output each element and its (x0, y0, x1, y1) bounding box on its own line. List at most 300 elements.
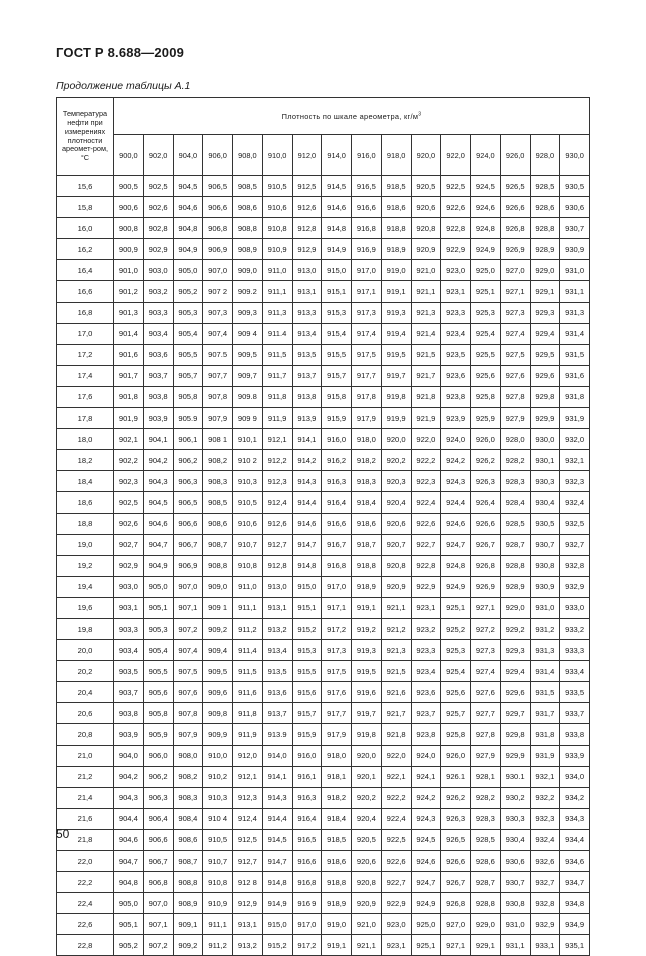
temperature-cell: 19,4 (57, 576, 114, 597)
density-cell: 924,6 (411, 851, 441, 872)
density-cell: 927,9 (471, 745, 501, 766)
density-cell: 927,1 (471, 597, 501, 618)
density-cell: 917,5 (322, 661, 352, 682)
density-cell: 904,3 (143, 471, 173, 492)
density-cell: 930,8 (530, 555, 560, 576)
density-cell: 922,9 (441, 239, 471, 260)
density-cell: 904,2 (114, 766, 144, 787)
temperature-cell: 18,0 (57, 429, 114, 450)
density-cell: 904,6 (143, 513, 173, 534)
density-cell: 913,3 (292, 302, 322, 323)
table-row (57, 302, 590, 323)
temperature-header: Температура нефти при измерениях плотности ареомет-ром, °С (57, 98, 114, 176)
density-cell: 909,0 (203, 576, 233, 597)
temperature-cell: 15,8 (57, 197, 114, 218)
density-cell: 927,0 (500, 260, 530, 281)
density-cell: 928,2 (500, 450, 530, 471)
density-cell: 927,0 (441, 914, 471, 935)
density-cell: 914,0 (262, 745, 292, 766)
density-cell: 928,8 (471, 893, 501, 914)
density-cell: 922,4 (411, 492, 441, 513)
density-cell: 916,4 (322, 492, 352, 513)
density-cell: 929,3 (500, 640, 530, 661)
density-cell: 917,0 (352, 260, 382, 281)
density-cell: 924,3 (441, 471, 471, 492)
density-cell: 902,5 (143, 176, 173, 197)
table-row (57, 914, 590, 935)
density-cell: 918,6 (352, 513, 382, 534)
density-cell: 912,1 (262, 429, 292, 450)
table-row (57, 260, 590, 281)
density-cell: 929,6 (530, 365, 560, 386)
density-cell: 919,0 (381, 260, 411, 281)
density-cell: 918,6 (381, 197, 411, 218)
density-cell: 927,3 (471, 640, 501, 661)
temperature-cell: 18,4 (57, 471, 114, 492)
density-cell: 907,0 (203, 260, 233, 281)
density-cell: 919,8 (352, 724, 382, 745)
density-cell: 931,6 (560, 365, 590, 386)
density-cell: 925,7 (441, 703, 471, 724)
temperature-cell: 16,8 (57, 302, 114, 323)
density-cell: 917,9 (322, 724, 352, 745)
density-cell: 907.5 (203, 344, 233, 365)
density-cell: 909,1 (173, 914, 203, 935)
density-cell: 908,2 (173, 766, 203, 787)
temperature-cell: 17,2 (57, 344, 114, 365)
density-cell: 921,6 (381, 682, 411, 703)
density-cell: 926,9 (471, 576, 501, 597)
density-cell: 924,9 (411, 893, 441, 914)
table-row (57, 576, 590, 597)
density-cell: 910,0 (203, 745, 233, 766)
density-cell: 921,7 (381, 703, 411, 724)
density-cell: 911,7 (262, 365, 292, 386)
density-cell: 925,4 (471, 323, 501, 344)
density-cell: 913,4 (292, 323, 322, 344)
temperature-cell: 17,4 (57, 365, 114, 386)
density-cell: 922,5 (381, 829, 411, 850)
density-cell: 921,1 (352, 935, 382, 956)
density-cell: 916,5 (352, 176, 382, 197)
density-cell: 923,9 (441, 408, 471, 429)
density-cell: 903,8 (114, 703, 144, 724)
density-cell: 904,7 (143, 534, 173, 555)
density-cell: 920,5 (411, 176, 441, 197)
density-cell: 906,3 (143, 787, 173, 808)
density-cell: 905,1 (114, 914, 144, 935)
density-cell: 934,4 (560, 829, 590, 850)
density-cell: 926,2 (471, 450, 501, 471)
density-cell: 913,2 (233, 935, 263, 956)
density-cell: 930,5 (560, 176, 590, 197)
density-cell: 910 4 (203, 808, 233, 829)
density-cell: 912,8 (262, 555, 292, 576)
density-cell: 924,5 (471, 176, 501, 197)
density-cell: 923,1 (411, 597, 441, 618)
density-cell: 905,4 (173, 323, 203, 344)
density-cell: 914,8 (292, 555, 322, 576)
table-caption: Продолжение таблицы А.1 (56, 80, 191, 92)
density-cell: 903,1 (114, 597, 144, 618)
density-cell: 917,9 (352, 408, 382, 429)
density-cell: 919,1 (352, 597, 382, 618)
density-cell: 910,6 (233, 513, 263, 534)
table-row (57, 218, 590, 239)
density-cell: 923,4 (411, 661, 441, 682)
density-cell: 923,1 (441, 281, 471, 302)
density-cell: 912,0 (233, 745, 263, 766)
density-cell: 932,0 (560, 429, 590, 450)
density-cell: 922,7 (381, 872, 411, 893)
density-cell: 904,7 (114, 851, 144, 872)
density-cell: 925,4 (441, 661, 471, 682)
density-cell: 928,5 (530, 176, 560, 197)
density-cell: 924,7 (411, 872, 441, 893)
density-cell: 914,3 (292, 471, 322, 492)
density-cell: 932,1 (560, 450, 590, 471)
density-cell: 927,8 (500, 386, 530, 407)
density-cell: 921,5 (411, 344, 441, 365)
density-cell: 910,5 (203, 829, 233, 850)
density-cell: 919,1 (381, 281, 411, 302)
density-cell: 932,6 (530, 851, 560, 872)
density-cell: 929,6 (500, 682, 530, 703)
density-cell: 920,8 (352, 872, 382, 893)
density-cell: 933,1 (530, 935, 560, 956)
density-cell: 932,3 (530, 808, 560, 829)
density-cell: 919,1 (322, 935, 352, 956)
density-cell: 903,2 (143, 281, 173, 302)
density-cell: 919,6 (352, 682, 382, 703)
density-column-header: 918,0 (381, 135, 411, 176)
density-cell: 908,8 (203, 555, 233, 576)
temperature-cell: 22,2 (57, 872, 114, 893)
density-cell: 912,7 (262, 534, 292, 555)
density-cell: 913,6 (262, 682, 292, 703)
density-cell: 903,9 (143, 408, 173, 429)
density-cell: 908,7 (173, 851, 203, 872)
density-cell: 923,8 (441, 386, 471, 407)
density-cell: 911,0 (262, 260, 292, 281)
density-cell: 913,5 (292, 344, 322, 365)
density-cell: 918,6 (322, 851, 352, 872)
density-cell: 905,2 (173, 281, 203, 302)
density-cell: 901,3 (114, 302, 144, 323)
density-cell: 929,0 (530, 260, 560, 281)
density-cell: 932,2 (530, 787, 560, 808)
density-cell: 908,3 (203, 471, 233, 492)
density-cell: 915,2 (292, 618, 322, 639)
table-row (57, 281, 590, 302)
density-cell: 930,6 (560, 197, 590, 218)
density-cell: 904,6 (114, 829, 144, 850)
density-cell: 906,3 (173, 471, 203, 492)
density-cell: 930,4 (500, 829, 530, 850)
density-cell: 901,9 (114, 408, 144, 429)
density-cell: 917,3 (352, 302, 382, 323)
temperature-cell: 18,6 (57, 492, 114, 513)
density-cell: 920,9 (352, 893, 382, 914)
density-table (56, 97, 590, 956)
density-cell: 929,7 (500, 703, 530, 724)
density-cell: 915,6 (292, 682, 322, 703)
density-cell: 927,7 (471, 703, 501, 724)
density-cell: 920,6 (381, 513, 411, 534)
density-cell: 927,9 (500, 408, 530, 429)
document-header: ГОСТ Р 8.688—2009 (56, 45, 185, 60)
density-column-header: 922,0 (441, 135, 471, 176)
density-cell: 905,6 (143, 682, 173, 703)
density-cell: 924,6 (441, 513, 471, 534)
density-cell: 926,0 (471, 429, 501, 450)
density-cell: 902,3 (114, 471, 144, 492)
density-cell: 923,5 (441, 344, 471, 365)
density-cell: 915,0 (262, 914, 292, 935)
density-cell: 909,4 (203, 640, 233, 661)
density-cell: 907,8 (173, 703, 203, 724)
density-cell: 914,3 (262, 787, 292, 808)
temperature-cell: 21,4 (57, 787, 114, 808)
page-number: 50 (56, 827, 70, 841)
density-cell: 922,2 (411, 450, 441, 471)
density-cell: 927,1 (441, 935, 471, 956)
density-cell: 920,9 (411, 239, 441, 260)
density-cell: 901,0 (114, 260, 144, 281)
density-cell: 926,4 (471, 492, 501, 513)
density-cell: 903,4 (114, 640, 144, 661)
density-cell: 913,7 (262, 703, 292, 724)
table-row (57, 808, 590, 829)
density-cell: 909 1 (203, 597, 233, 618)
density-cell: 923,6 (411, 682, 441, 703)
density-cell: 926,6 (500, 197, 530, 218)
density-cell: 922,8 (411, 555, 441, 576)
density-cell: 909,0 (233, 260, 263, 281)
density-cell: 933,3 (560, 640, 590, 661)
density-cell: 918,0 (322, 745, 352, 766)
density-cell: 914,8 (262, 872, 292, 893)
density-cell: 906,2 (143, 766, 173, 787)
density-cell: 924,4 (441, 492, 471, 513)
density-cell: 917,2 (322, 618, 352, 639)
density-cell: 931,5 (530, 682, 560, 703)
temperature-cell: 21,8 (57, 829, 114, 850)
temperature-cell: 22,6 (57, 914, 114, 935)
density-cell: 905,1 (143, 597, 173, 618)
density-cell: 908,4 (173, 808, 203, 829)
table-row (57, 661, 590, 682)
density-cell: 922,9 (411, 576, 441, 597)
density-cell: 913,7 (292, 365, 322, 386)
density-cell: 915,2 (262, 935, 292, 956)
density-cell: 920,0 (352, 745, 382, 766)
density-cell: 924,5 (411, 829, 441, 850)
density-cell: 925,0 (471, 260, 501, 281)
density-cell: 921,4 (411, 323, 441, 344)
density-cell: 904,9 (143, 555, 173, 576)
table-row (57, 766, 590, 787)
density-cell: 900,9 (114, 239, 144, 260)
density-cell: 906,0 (143, 745, 173, 766)
density-cell: 928,7 (500, 534, 530, 555)
density-cell: 921,9 (411, 408, 441, 429)
density-cell: 925,3 (471, 302, 501, 323)
density-cell: 917,7 (322, 703, 352, 724)
density-cell: 934,0 (560, 766, 590, 787)
density-cell: 904,3 (114, 787, 144, 808)
density-cell: 933,4 (560, 661, 590, 682)
density-cell: 922,8 (441, 218, 471, 239)
density-cell: 906,5 (173, 492, 203, 513)
density-cell: 906,8 (143, 872, 173, 893)
density-cell: 928,2 (471, 787, 501, 808)
density-cell: 929,8 (500, 724, 530, 745)
density-cell: 911,5 (233, 661, 263, 682)
density-cell: 908,6 (203, 513, 233, 534)
density-cell: 920,7 (381, 534, 411, 555)
temperature-cell: 17,0 (57, 323, 114, 344)
density-cell: 931,4 (560, 323, 590, 344)
temperature-cell: 16,0 (57, 218, 114, 239)
density-cell: 930,3 (530, 471, 560, 492)
density-cell: 920,8 (411, 218, 441, 239)
density-cell: 905,3 (143, 618, 173, 639)
density-cell: 928,0 (500, 429, 530, 450)
density-cell: 923,3 (441, 302, 471, 323)
density-cell: 902,9 (143, 239, 173, 260)
density-cell: 916,4 (292, 808, 322, 829)
density-cell: 916,6 (292, 851, 322, 872)
density-cell: 907,7 (203, 365, 233, 386)
density-cell: 914,5 (262, 829, 292, 850)
density-cell: 908,6 (233, 197, 263, 218)
density-cell: 913,1 (233, 914, 263, 935)
density-cell: 933,7 (560, 703, 590, 724)
density-cell: 915,0 (292, 576, 322, 597)
density-cell: 920,4 (381, 492, 411, 513)
density-cell: 910,7 (233, 534, 263, 555)
density-cell: 918,4 (322, 808, 352, 829)
density-cell: 909,2 (203, 618, 233, 639)
density-cell: 908,2 (203, 450, 233, 471)
density-cell: 918,9 (381, 239, 411, 260)
density-cell: 932,1 (530, 766, 560, 787)
density-cell: 931,9 (560, 408, 590, 429)
density-cell: 920,6 (411, 197, 441, 218)
density-cell: 928,1 (471, 766, 501, 787)
density-cell: 918,8 (322, 872, 352, 893)
density-cell: 905,5 (173, 344, 203, 365)
density-cell: 922,1 (381, 766, 411, 787)
density-cell: 903,5 (114, 661, 144, 682)
density-cell: 905,3 (173, 302, 203, 323)
table-row (57, 724, 590, 745)
density-cell: 918,5 (322, 829, 352, 850)
density-cell: 906,8 (203, 218, 233, 239)
density-cell: 908,8 (233, 218, 263, 239)
density-cell: 929,8 (530, 386, 560, 407)
density-cell: 929,5 (530, 344, 560, 365)
density-cell: 904,2 (143, 450, 173, 471)
density-cell: 934,6 (560, 851, 590, 872)
density-cell: 918,8 (352, 555, 382, 576)
density-cell: 922,0 (411, 429, 441, 450)
density-cell: 925,3 (441, 640, 471, 661)
density-cell: 932,3 (560, 471, 590, 492)
density-cell: 903,7 (143, 365, 173, 386)
density-cell: 902,6 (114, 513, 144, 534)
density-column-header: 914,0 (322, 135, 352, 176)
density-cell: 933,0 (560, 597, 590, 618)
density-cell: 909,6 (203, 682, 233, 703)
density-cell: 910,3 (203, 787, 233, 808)
density-cell: 915,1 (292, 597, 322, 618)
density-cell: 914,6 (322, 197, 352, 218)
density-cell: 916,6 (352, 197, 382, 218)
density-cell: 903,0 (114, 576, 144, 597)
density-cell: 909,7 (233, 365, 263, 386)
table-row (57, 492, 590, 513)
density-cell: 924,3 (411, 808, 441, 829)
density-cell: 932,7 (530, 872, 560, 893)
density-cell: 911,6 (233, 682, 263, 703)
density-cell: 924,8 (471, 218, 501, 239)
temperature-cell: 16,2 (57, 239, 114, 260)
density-cell: 906,2 (173, 450, 203, 471)
density-cell: 927,5 (500, 344, 530, 365)
density-cell: 912,3 (262, 471, 292, 492)
density-cell: 904,0 (114, 745, 144, 766)
density-cell: 930,5 (530, 513, 560, 534)
density-cell: 910,7 (203, 851, 233, 872)
density-cell: 919,2 (352, 618, 382, 639)
density-cell: 908,5 (203, 492, 233, 513)
density-cell: 904,1 (143, 429, 173, 450)
density-cell: 914,7 (292, 534, 322, 555)
density-cell: 912,2 (262, 450, 292, 471)
density-cell: 922,5 (441, 176, 471, 197)
density-cell: 921,8 (411, 386, 441, 407)
density-cell: 926,0 (441, 745, 471, 766)
density-cell: 906,9 (203, 239, 233, 260)
table-row (57, 682, 590, 703)
density-cell: 901,8 (114, 386, 144, 407)
density-cell: 910,8 (262, 218, 292, 239)
density-cell: 930,0 (530, 429, 560, 450)
density-cell: 912,9 (292, 239, 322, 260)
density-cell: 919,3 (381, 302, 411, 323)
density-cell: 915,3 (292, 640, 322, 661)
density-cell: 901,7 (114, 365, 144, 386)
density-cell: 902,5 (114, 492, 144, 513)
density-cell: 925,0 (411, 914, 441, 935)
density-cell: 912,6 (262, 513, 292, 534)
temperature-cell: 19,2 (57, 555, 114, 576)
density-cell: 916,5 (292, 829, 322, 850)
density-cell: 923,6 (441, 365, 471, 386)
density-cell: 904,5 (143, 492, 173, 513)
density-cell: 900,8 (114, 218, 144, 239)
density-group-header: Плотность по шкале ареометра, $кг/м^3$ (114, 98, 590, 135)
density-cell: 912 8 (233, 872, 263, 893)
density-cell: 926,7 (441, 872, 471, 893)
density-cell: 932,7 (560, 534, 590, 555)
density-column-header: 906,0 (203, 135, 233, 176)
density-cell: 928,6 (530, 197, 560, 218)
density-cell: 921,3 (411, 302, 441, 323)
density-cell: 908,0 (173, 745, 203, 766)
